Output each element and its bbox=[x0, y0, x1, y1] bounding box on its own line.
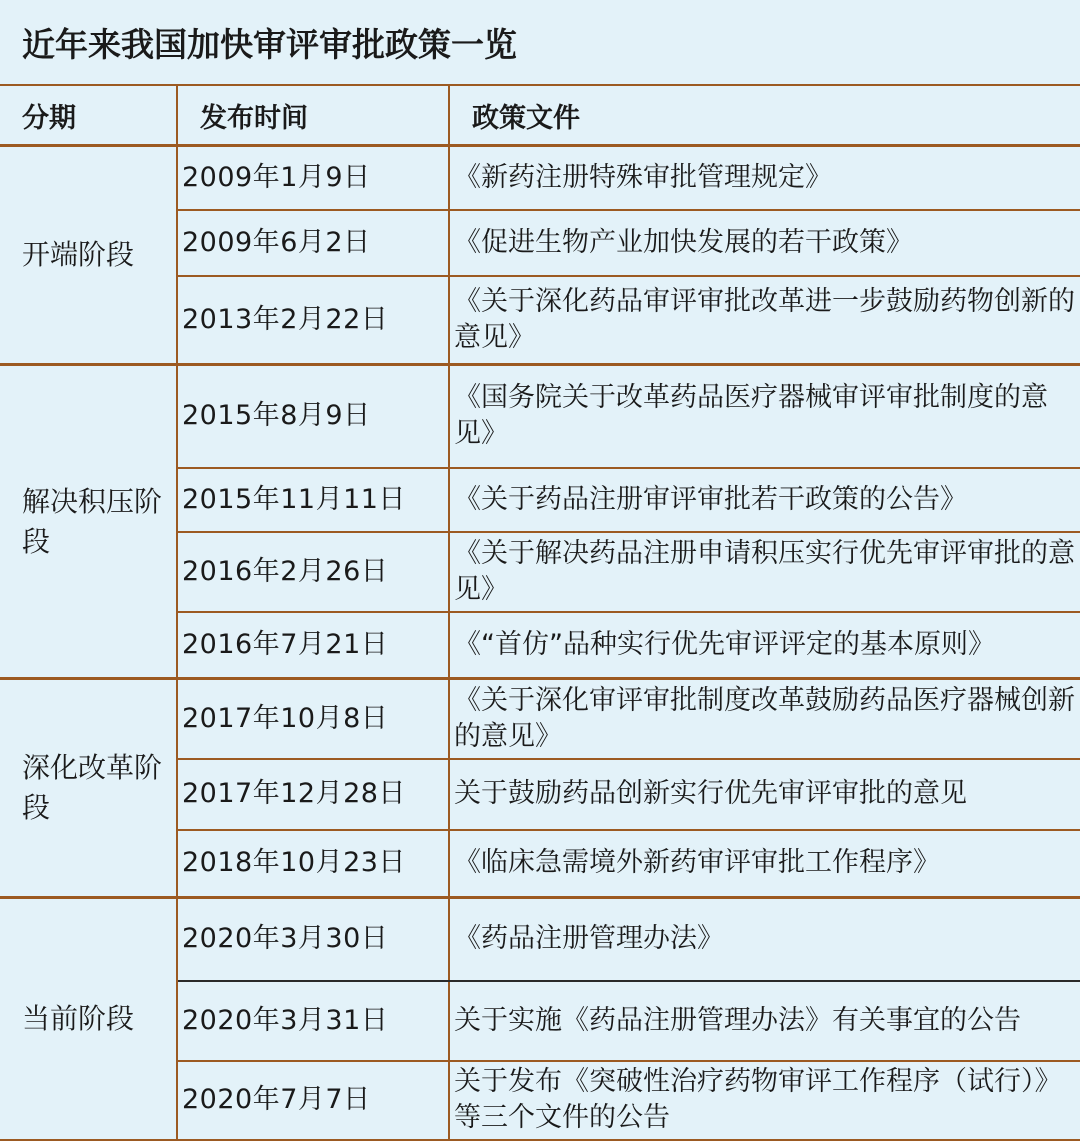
doc-cell: 《促进生物产业加快发展的若干政策》 bbox=[449, 210, 1080, 276]
doc-cell: 《国务院关于改革药品医疗器械审评审批制度的意见》 bbox=[449, 365, 1080, 468]
date-cell: 2017年10月8日 bbox=[177, 679, 449, 759]
doc-cell: 《关于深化审评审批制度改革鼓励药品医疗器械创新的意见》 bbox=[449, 679, 1080, 759]
doc-cell: 《药品注册管理办法》 bbox=[449, 898, 1080, 981]
table-row bbox=[0, 679, 1080, 759]
date-cell: 2017年12月28日 bbox=[177, 759, 449, 830]
doc-cell: 《新药注册特殊审批管理规定》 bbox=[449, 146, 1080, 210]
table-header-row bbox=[0, 86, 1080, 146]
date-cell: 2015年11月11日 bbox=[177, 468, 449, 532]
date-cell: 2018年10月23日 bbox=[177, 830, 449, 898]
page-title: 近年来我国加快审评审批政策一览 bbox=[0, 0, 1080, 86]
header-date: 发布时间 bbox=[177, 86, 449, 146]
table-row bbox=[0, 365, 1080, 468]
doc-cell: 《“首仿”品种实行优先审评评定的基本原则》 bbox=[449, 612, 1080, 679]
table-row bbox=[0, 146, 1080, 210]
phase-cell: 开端阶段 bbox=[0, 146, 177, 365]
doc-cell: 《关于深化药品审评审批改革进一步鼓励药物创新的意见》 bbox=[449, 276, 1080, 365]
date-cell: 2020年7月7日 bbox=[177, 1061, 449, 1141]
doc-cell: 《临床急需境外新药审评审批工作程序》 bbox=[449, 830, 1080, 898]
date-cell: 2009年6月2日 bbox=[177, 210, 449, 276]
doc-cell: 关于鼓励药品创新实行优先审评审批的意见 bbox=[449, 759, 1080, 830]
table-row bbox=[0, 898, 1080, 981]
phase-cell: 当前阶段 bbox=[0, 898, 177, 1141]
phase-cell: 深化改革阶段 bbox=[0, 679, 177, 898]
date-cell: 2020年3月31日 bbox=[177, 981, 449, 1061]
date-cell: 2016年7月21日 bbox=[177, 612, 449, 679]
doc-cell: 《关于解决药品注册申请积压实行优先审评审批的意见》 bbox=[449, 532, 1080, 612]
date-cell: 2013年2月22日 bbox=[177, 276, 449, 365]
doc-cell: 关于实施《药品注册管理办法》有关事宜的公告 bbox=[449, 981, 1080, 1061]
phase-cell: 解决积压阶段 bbox=[0, 365, 177, 679]
doc-cell: 关于发布《突破性治疗药物审评工作程序（试行）》等三个文件的公告 bbox=[449, 1061, 1080, 1141]
date-cell: 2016年2月26日 bbox=[177, 532, 449, 612]
header-doc: 政策文件 bbox=[449, 86, 1080, 146]
date-cell: 2015年8月9日 bbox=[177, 365, 449, 468]
header-phase: 分期 bbox=[0, 86, 177, 146]
date-cell: 2009年1月9日 bbox=[177, 146, 449, 210]
doc-cell: 《关于药品注册审评审批若干政策的公告》 bbox=[449, 468, 1080, 532]
date-cell: 2020年3月30日 bbox=[177, 898, 449, 981]
policy-table bbox=[0, 86, 1080, 1141]
